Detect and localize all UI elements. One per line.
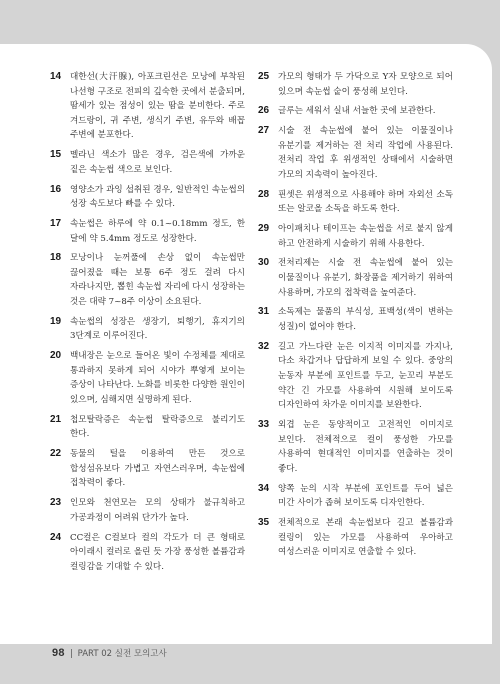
answer-number: 14 (50, 71, 62, 82)
answer-number: 29 (258, 223, 270, 235)
answer-number: 18 (50, 252, 62, 264)
answer-item (50, 315, 245, 344)
answer-item (258, 305, 453, 334)
answer-item (50, 70, 245, 143)
answer-item (258, 188, 453, 217)
answer-text: 양쪽 눈의 시작 부분에 포인트를 두어 넓은 미간 사이가 좁혀 보이도록 디자인한다. (278, 483, 453, 509)
answer-number: 33 (258, 418, 270, 430)
answer-text: 외겹 눈은 동양적이고 고전적인 이미지로 보인다. 전체적으로 컬이 풍성한 가모를 사용하여 현대적인 이미지를 연출하는 것이 좋다. (278, 419, 453, 474)
answer-item (50, 251, 245, 309)
answer-text: 시술 전 속눈썹에 붙어 있는 이물질이나 유분기를 제거하는 전 처리 작업에 사용된다. 전처리 작업 후 위생적인 상태에서 시술하면 가모의 지속력이 높아진다. (278, 126, 453, 180)
right-column (258, 70, 453, 565)
answer-item (50, 413, 245, 442)
answer-item (50, 217, 245, 246)
answer-text: 전체적으로 본래 속눈썹보다 길고 볼륨감과 컬링이 있는 가모를 사용하여 우아하고 여성스러운 이미지로 연출할 수 있다. (278, 517, 453, 558)
answer-number: 34 (258, 482, 270, 494)
answer-text: 가모의 형태가 두 가닥으로 Y자 모양으로 되어 있으며 속눈썹 숱이 풍성해 보인다. (278, 72, 453, 97)
answer-text: 핀셋은 위생적으로 사용해야 하며 자외선 소독 또는 알코올 소독을 하도록 한다. (278, 189, 453, 215)
footer-divider (71, 649, 72, 658)
answer-number: 20 (50, 350, 62, 362)
answer-item (258, 222, 453, 251)
answer-text: 인모와 천연모는 모의 상태가 불규칙하고 가공과정이 어려워 단가가 높다. (70, 498, 245, 523)
answer-item (50, 183, 245, 212)
footer-title: PART 02 실전 모의고사 (77, 649, 167, 659)
answer-number: 17 (50, 217, 62, 229)
answer-item (258, 124, 453, 182)
answer-text: 글루는 세워서 실내 서늘한 곳에 보관한다. (278, 106, 436, 117)
answer-number: 15 (50, 149, 62, 161)
answer-text: 소독제는 물품의 부식성, 표백성(색이 변하는 성질)이 없어야 한다. (278, 307, 453, 333)
answer-number: 19 (50, 315, 62, 327)
page-sheet (0, 44, 492, 644)
answer-number: 21 (50, 413, 62, 425)
answer-item (258, 104, 453, 119)
answer-text: 멜라닌 색소가 많은 경우, 검은색에 가까운 짙은 속눈썹 색으로 보인다. (70, 150, 245, 175)
answer-item (50, 447, 245, 491)
answer-item (50, 496, 245, 525)
answer-item (50, 349, 245, 407)
page-number: 98 (52, 647, 65, 659)
answer-text: 모낭이나 눈꺼풀에 손상 없이 속눈썹만 끊어졌을 때는 보통 6주 정도 걸려 다시 자라나지만, 뽑힌 속눈썹 자리에 다시 성장하는 것은 대략 7~8주 이상이 소요된다. (70, 253, 245, 308)
answer-item (258, 516, 453, 560)
answer-item (258, 70, 453, 99)
answer-text: CC컬은 C컬보다 컬의 각도가 더 큰 형태로 아이래시 컬러로 올린 듯 가장 풍성한 볼륨감과 컬링감을 기대할 수 있다. (70, 532, 245, 572)
answer-item (258, 340, 453, 413)
answer-number: 22 (50, 448, 62, 460)
answer-item (50, 531, 245, 575)
answer-item (50, 148, 245, 177)
answer-number: 16 (50, 183, 62, 195)
answer-number: 24 (50, 531, 62, 543)
answer-text: 대한선(大汗腺), 아포크린선은 모낭에 부착된 나선형 구조로 전피의 깊숙한 곳에서 분출되며, 땀세가 있는 점성이 있는 땀을 분비한다. 주로 겨드랑이, 귀 주변, 생식기 주변, 유두와 배꼽 주변에 분포한다. (70, 72, 245, 141)
left-column (50, 70, 245, 579)
answer-text: 첩모탈락증은 속눈썹 탈락증으로 불리기도 한다. (70, 414, 245, 440)
answer-number: 31 (258, 306, 270, 318)
answer-number: 32 (258, 340, 270, 352)
answer-number: 28 (258, 188, 270, 200)
answer-number: 23 (50, 497, 62, 509)
answer-text: 동물의 털을 이용하여 만든 것으로 합성섬유보다 가볍고 자연스러우며, 속눈썹에 접착력이 좋다. (70, 449, 245, 489)
answer-text: 길고 가느다란 눈은 이지적 이미지를 가지나, 다소 차갑거나 답답하게 보일 수 있다. 중앙의 눈동자 부분에 포인트를 두고, 눈꼬리 부분도 약간 긴 가모를 사용하여 시원해 보이도록 디자인하여 차가운 이미지를 보완한다. (278, 341, 453, 411)
answer-text: 영양소가 과잉 섭취된 경우, 일반적인 속눈썹의 성장 속도보다 빠를 수 있다. (70, 184, 245, 210)
answer-number: 27 (258, 125, 270, 137)
answer-number: 25 (258, 71, 270, 82)
answer-item (258, 482, 453, 511)
answer-number: 26 (258, 105, 270, 117)
page-footer (52, 647, 167, 659)
answer-item (258, 418, 453, 476)
answer-text: 전처리제는 시술 전 속눈썹에 붙어 있는 이물질이나 유분기, 화장품을 제거하기 위하여 사용하며, 가모의 접착력을 높여준다. (278, 258, 453, 298)
answer-text: 백내장은 눈으로 들어온 빛이 수정체를 제대로 통과하지 못하게 되어 시야가 뿌옇게 보이는 증상이 나타난다. 노화를 비롯한 다양한 원인이 있으며, 심해지면 실명하게 된다. (70, 351, 245, 405)
answer-item (258, 256, 453, 300)
answer-text: 아이패치나 테이프는 속눈썹을 서로 붙지 않게 하고 안전하게 시술하기 위해 사용한다. (278, 224, 453, 249)
answer-number: 35 (258, 516, 270, 528)
answer-text: 속눈썹의 성장은 생장기, 퇴행기, 휴지기의 3단계로 이루어진다. (70, 316, 245, 342)
answer-number: 30 (258, 257, 270, 269)
answer-text: 속눈썹은 하루에 약 0.1~0.18mm 정도, 한 달에 약 5.4mm 정도로 성장한다. (70, 218, 245, 244)
